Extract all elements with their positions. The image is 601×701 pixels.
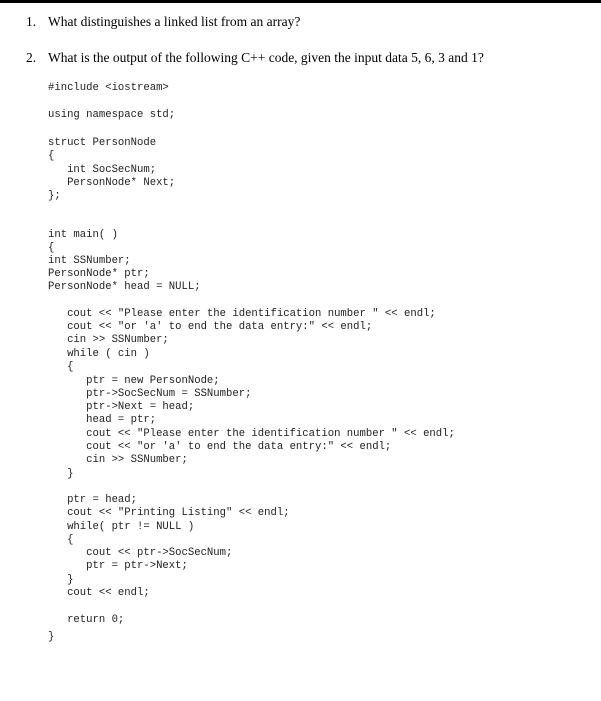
code-line: }	[48, 631, 55, 643]
code-line: struct PersonNode	[48, 137, 157, 149]
code-line: while ( cin )	[48, 348, 150, 360]
question-2-text: What is the output of the following C++ code, given the input data 5, 6, 3 and 1?	[48, 50, 484, 65]
code-line: int SSNumber;	[48, 255, 131, 267]
code-line: cout << "or 'a' to end the data entry:" << endl;	[48, 321, 373, 333]
code-line: cout << "or 'a' to end the data entry:" << endl;	[48, 441, 392, 453]
code-line: ptr = new PersonNode;	[48, 375, 220, 387]
code-line: #include <iostream>	[48, 82, 169, 94]
question-2	[26, 50, 484, 66]
code-line: ptr = ptr->Next;	[48, 560, 188, 572]
code-line: }	[48, 574, 74, 586]
code-line: }	[48, 468, 74, 480]
code-line: ptr->Next = head;	[48, 401, 195, 413]
code-line: {	[48, 361, 74, 373]
question-2-number: 2.	[26, 50, 37, 65]
code-line: cout << "Printing Listing" << endl;	[48, 507, 290, 519]
code-line: cout << "Please enter the identification number " << endl;	[48, 428, 455, 440]
code-line: PersonNode* head = NULL;	[48, 281, 201, 293]
code-line: PersonNode* Next;	[48, 177, 176, 189]
code-line: {	[48, 534, 74, 546]
code-line: head = ptr;	[48, 414, 157, 426]
code-line: {	[48, 150, 55, 162]
code-line: cout << ptr->SocSecNum;	[48, 547, 233, 559]
question-1-text: What distinguishes a linked list from an array?	[48, 14, 301, 29]
code-line: cin >> SSNumber;	[48, 454, 188, 466]
code-line: {	[48, 242, 55, 254]
top-rule	[0, 0, 601, 3]
code-line: while( ptr != NULL )	[48, 521, 195, 533]
code-line: cout << endl;	[48, 587, 150, 599]
code-line: int main( )	[48, 229, 118, 241]
code-line: ptr = head;	[48, 494, 138, 506]
question-1-number: 1.	[26, 14, 37, 29]
code-line: };	[48, 190, 61, 202]
code-line: using namespace std;	[48, 109, 176, 121]
question-1	[26, 14, 300, 30]
code-line: PersonNode* ptr;	[48, 268, 150, 280]
code-line: ptr->SocSecNum = SSNumber;	[48, 388, 252, 400]
code-line: return 0;	[48, 614, 125, 626]
code-line: cout << "Please enter the identification number " << endl;	[48, 308, 436, 320]
code-line: cin >> SSNumber;	[48, 334, 169, 346]
code-line: int SocSecNum;	[48, 164, 157, 176]
